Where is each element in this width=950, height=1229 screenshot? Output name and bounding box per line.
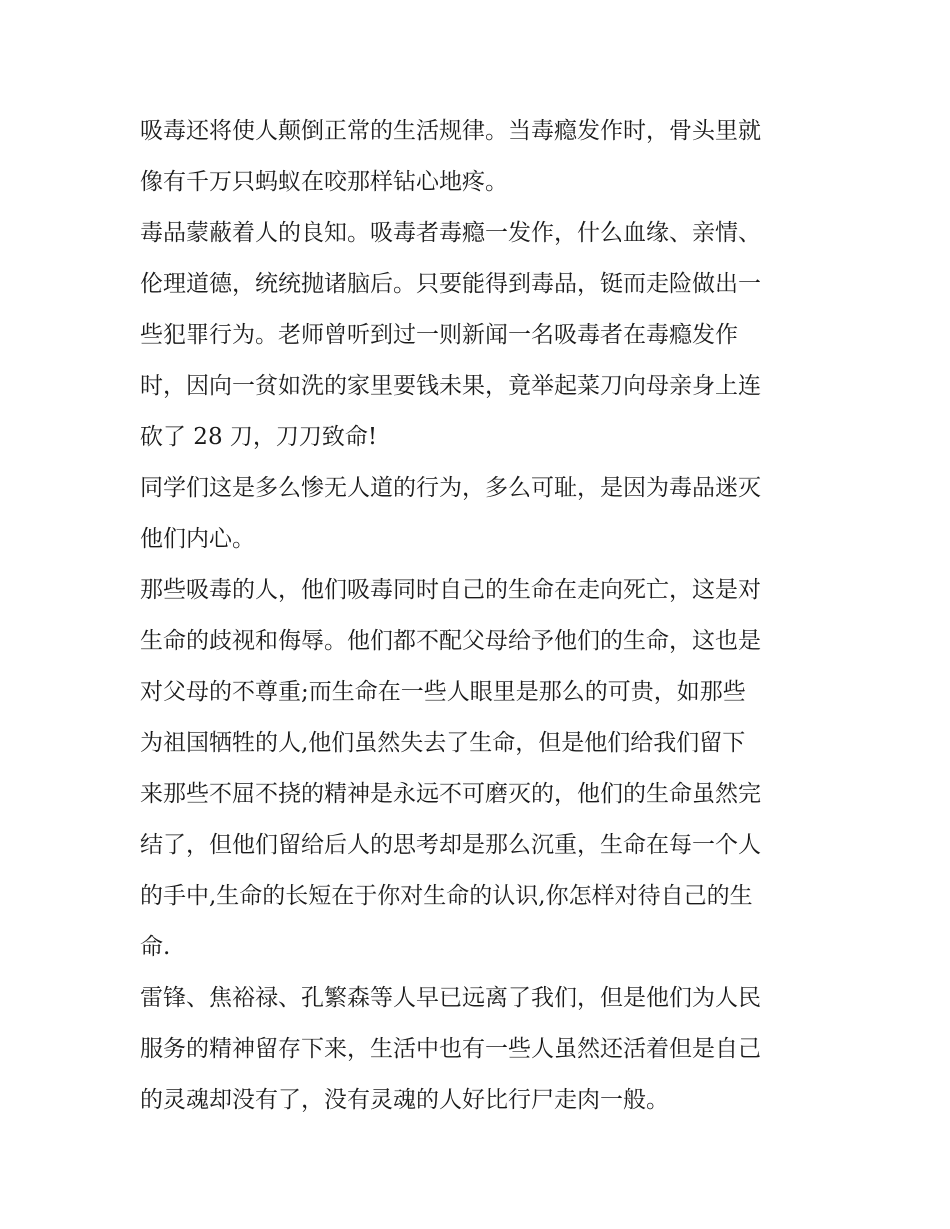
text-line: 吸毒还将使人颠倒正常的生活规律。当毒瘾发作时，骨头里就	[140, 118, 761, 144]
text-line: 服务的精神留存下来，生活中也有一些人虽然还活着但是自己	[140, 1036, 761, 1062]
text-line: 像有千万只蚂蚁在咬那样钻心地疼。	[140, 169, 508, 195]
text-line: 时，因向一贫如洗的家里要钱未果，竟举起菜刀向母亲身上连	[140, 373, 761, 399]
text-line: 对父母的不尊重;而生命在一些人眼里是那么的可贵，如那些	[140, 679, 746, 705]
text-line: 为祖国牺牲的人,他们虽然失去了生命，但是他们给我们留下	[140, 730, 746, 756]
text-line: 生命的歧视和侮辱。他们都不配父母给予他们的生命，这也是	[140, 628, 761, 654]
text-line: 伦理道德，统统抛诸脑后。只要能得到毒品，铤而走险做出一	[140, 271, 761, 297]
text-line: 雷锋、焦裕禄、孔繁森等人早已远离了我们，但是他们为人民	[140, 985, 761, 1011]
text-line: 砍了 28 刀，刀刀致命!	[140, 424, 378, 450]
text-line: 的手中,生命的长短在于你对生命的认识,你怎样对待自己的生	[140, 883, 753, 909]
text-line: 些犯罪行为。老师曾听到过一则新闻一名吸毒者在毒瘾发作	[140, 322, 738, 348]
text-line: 那些吸毒的人，他们吸毒同时自己的生命在走向死亡，这是对	[140, 577, 761, 603]
text-line: 来那些不屈不挠的精神是永远不可磨灭的，他们的生命虽然完	[140, 781, 761, 807]
text-line: 同学们这是多么惨无人道的行为，多么可耻，是因为毒品迷灭	[140, 475, 761, 501]
text-line: 结了，但他们留给后人的思考却是那么沉重，生命在每一个人	[140, 832, 761, 858]
text-line: 命.	[140, 934, 171, 960]
text-line: 的灵魂却没有了，没有灵魂的人好比行尸走肉一般。	[140, 1087, 669, 1113]
text-line: 他们内心。	[140, 526, 255, 552]
text-line: 毒品蒙蔽着人的良知。吸毒者毒瘾一发作，什么血缘、亲情、	[140, 220, 761, 246]
document-body	[140, 106, 820, 1126]
